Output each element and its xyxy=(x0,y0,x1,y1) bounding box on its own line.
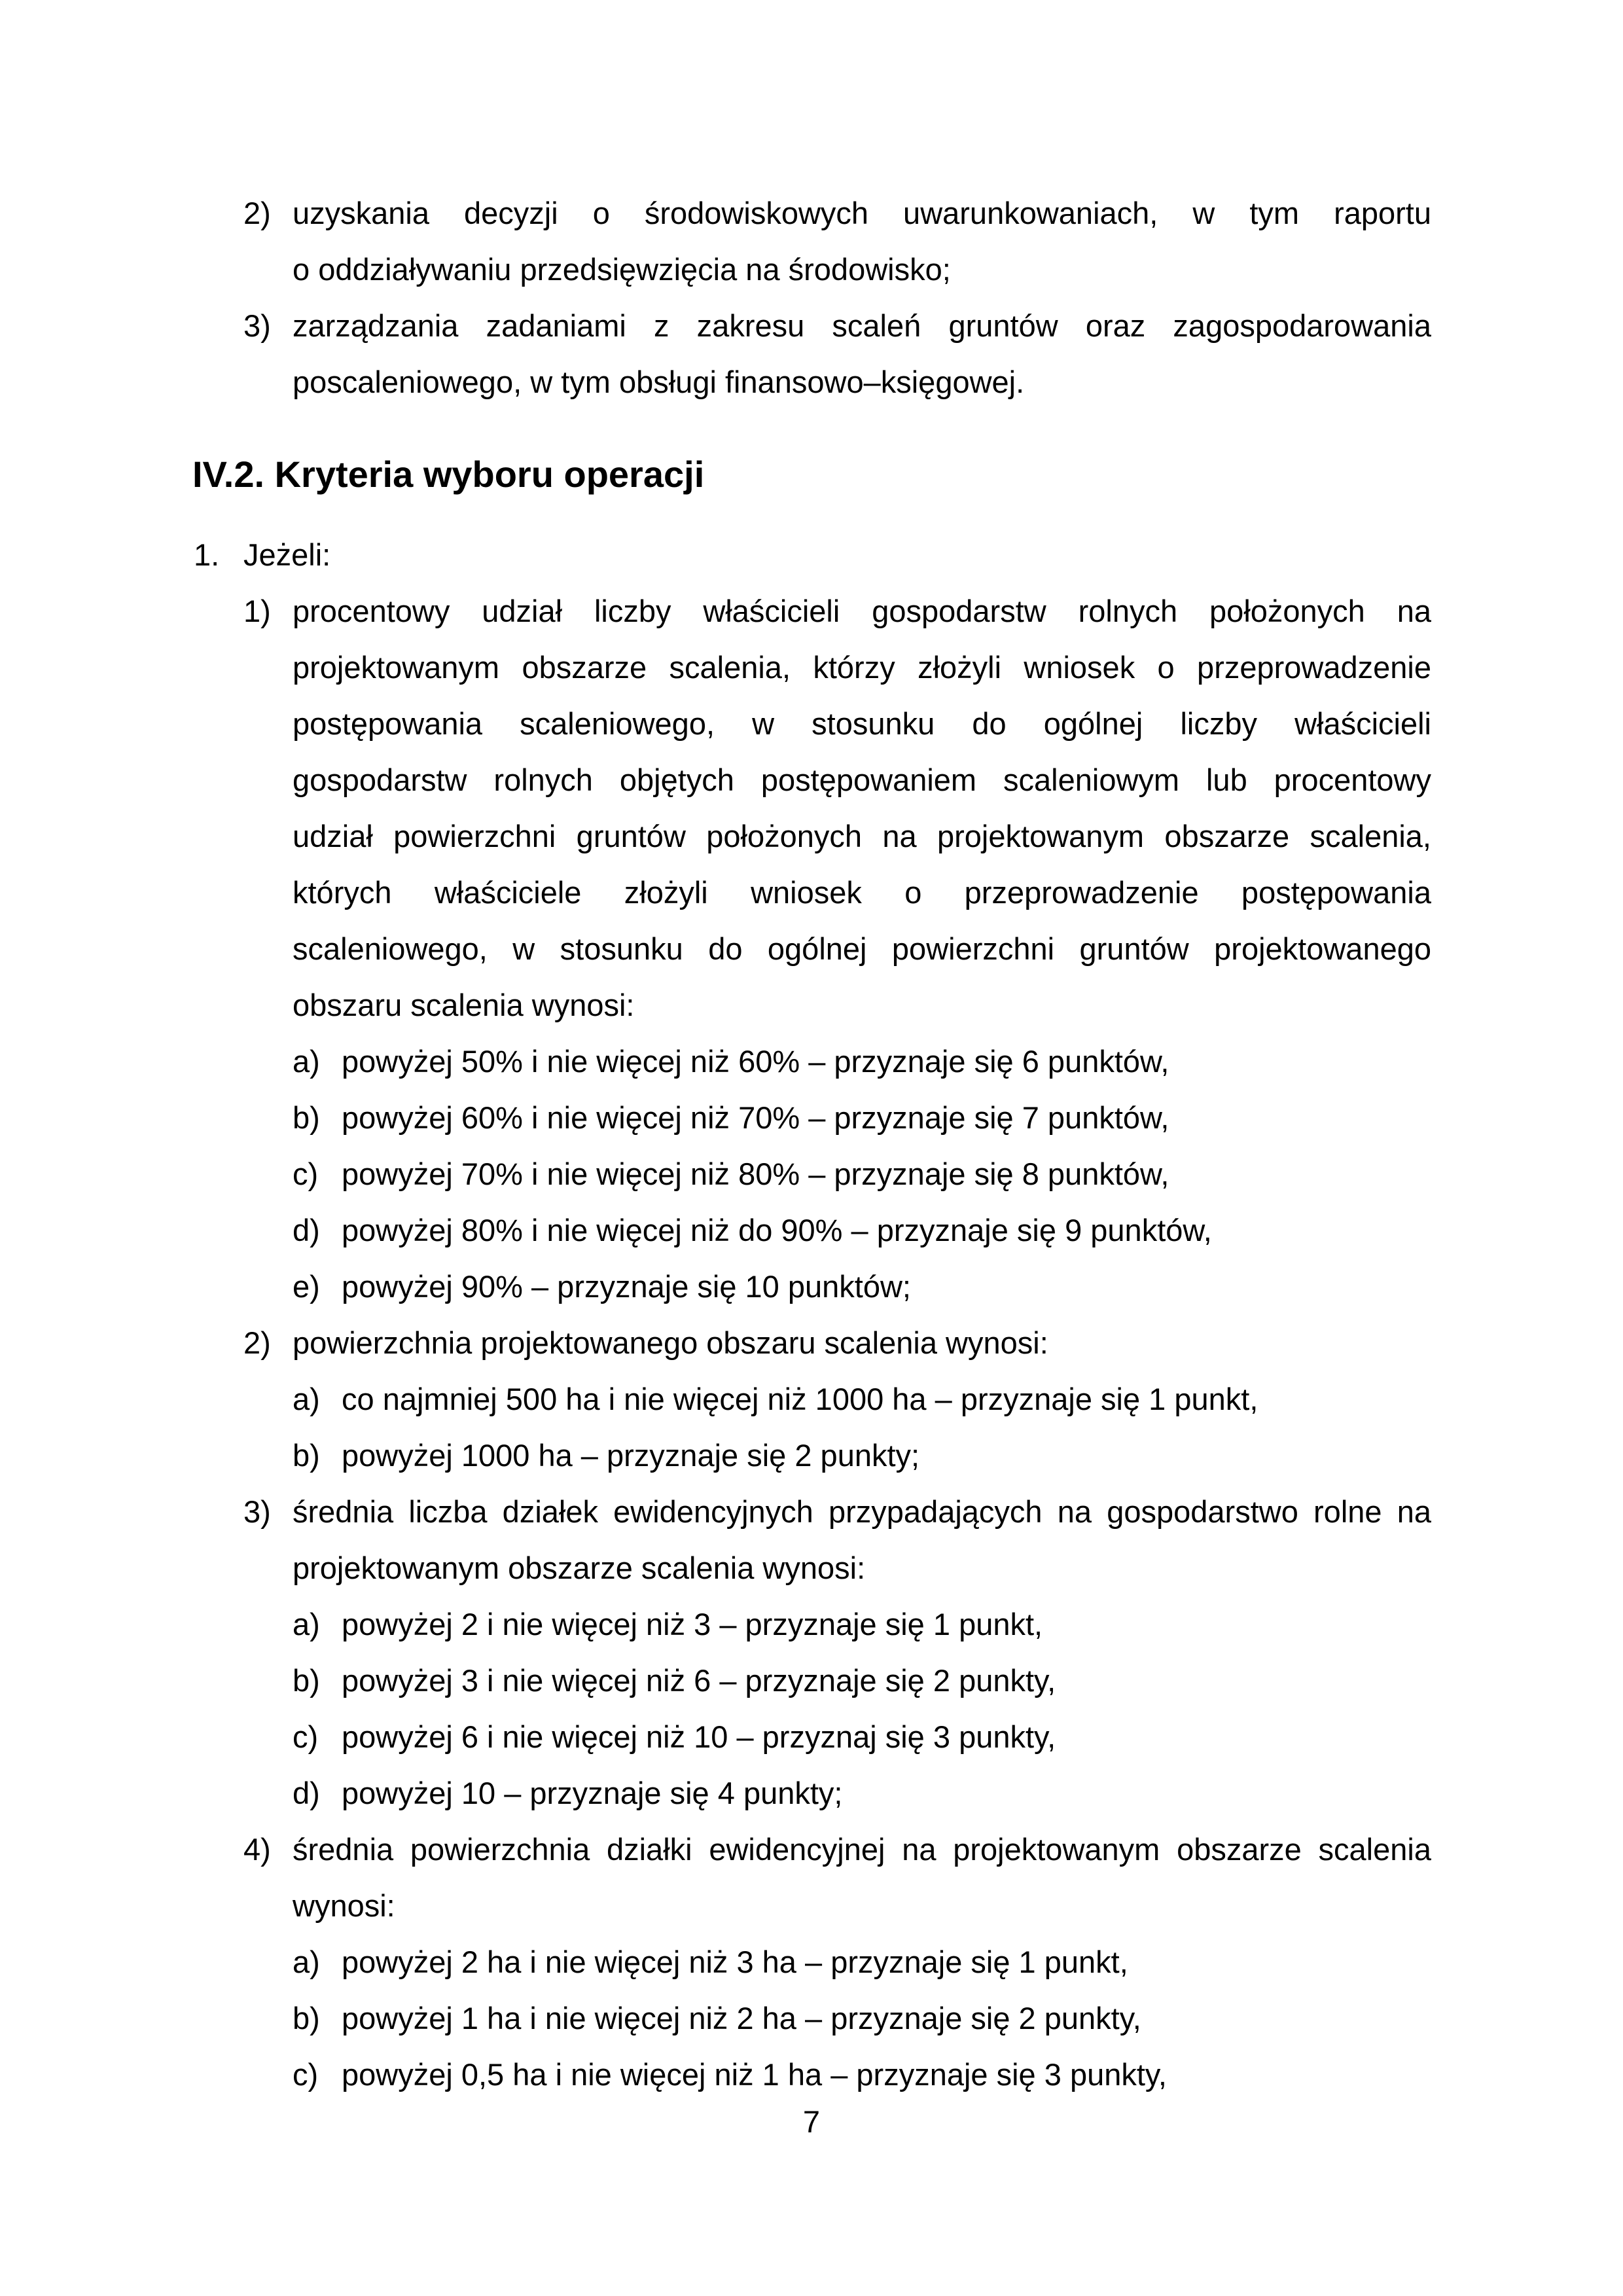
sub-letter: b) xyxy=(293,1663,320,1698)
list-number: 2) xyxy=(243,196,271,230)
sub-letter: a) xyxy=(293,1044,320,1079)
sub-item-text: powyżej 70% i nie więcej niż 80% – przyznaje się 8 punktów, xyxy=(342,1157,1169,1191)
list-item-line: wynosi: xyxy=(293,1888,395,1923)
sub-item-text: powyżej 6 i nie więcej niż 10 – przyznaj się 3 punkty, xyxy=(342,1719,1056,1754)
list-item-line: postępowania scaleniowego, w stosunku do ogólnej liczby właścicieli xyxy=(293,706,1431,741)
page-number: 7 xyxy=(802,2104,821,2139)
list-number: 1) xyxy=(243,594,271,628)
sub-letter: b) xyxy=(293,1438,320,1473)
list-item-line: średnia liczba działek ewidencyjnych przypadających na gospodarstwo rolne na xyxy=(293,1494,1431,1529)
list-item-line: zarządzania zadaniami z zakresu scaleń gruntów oraz zagospodarowania xyxy=(293,308,1431,343)
sub-item-text: powyżej 60% i nie więcej niż 70% – przyznaje się 7 punktów, xyxy=(342,1100,1169,1135)
sub-letter: c) xyxy=(293,1719,319,1754)
sub-item-text: powyżej 1 ha i nie więcej niż 2 ha – przyznaje się 2 punkty, xyxy=(342,2001,1141,2036)
list-item-line: powierzchnia projektowanego obszaru scalenia wynosi: xyxy=(293,1325,1048,1360)
sub-item-text: powyżej 50% i nie więcej niż 60% – przyznaje się 6 punktów, xyxy=(342,1044,1169,1079)
sub-item-text: powyżej 80% i nie więcej niż do 90% – przyznaje się 9 punktów, xyxy=(342,1213,1212,1247)
sub-letter: b) xyxy=(293,1100,320,1135)
list-item-line: udział powierzchni gruntów położonych na projektowanym obszarze scalenia, xyxy=(293,819,1431,853)
sub-letter: a) xyxy=(293,1382,320,1416)
sub-item-text: powyżej 10 – przyznaje się 4 punkty; xyxy=(342,1776,843,1810)
sub-letter: c) xyxy=(293,2057,319,2092)
sub-item-text: powyżej 90% – przyznaje się 10 punktów; xyxy=(342,1269,911,1304)
sub-letter: b) xyxy=(293,2001,320,2036)
list-number: 3) xyxy=(243,1494,271,1529)
sub-letter: a) xyxy=(293,1945,320,1979)
sub-letter: c) xyxy=(293,1157,319,1191)
sub-letter: a) xyxy=(293,1607,320,1641)
list-item-line: uzyskania decyzji o środowiskowych uwarunkowaniach, w tym raportu xyxy=(293,196,1431,230)
sub-letter: d) xyxy=(293,1776,320,1810)
point-number: 1. xyxy=(194,537,220,572)
list-item-line: średnia powierzchnia działki ewidencyjnej na projektowanym obszarze scalenia xyxy=(293,1832,1431,1867)
list-item-line: o oddziaływaniu przedsięwzięcia na środowisko; xyxy=(293,252,951,287)
list-number: 3) xyxy=(243,308,271,343)
list-number: 2) xyxy=(243,1325,271,1360)
list-item-line: poscaleniowego, w tym obsługi finansowo–księgowej. xyxy=(293,365,1025,399)
list-item-line: scaleniowego, w stosunku do ogólnej powierzchni gruntów projektowanego xyxy=(293,931,1431,966)
sub-item-text: powyżej 2 ha i nie więcej niż 3 ha – przyznaje się 1 punkt, xyxy=(342,1945,1128,1979)
sub-item-text: powyżej 1000 ha – przyznaje się 2 punkty; xyxy=(342,1438,920,1473)
sub-item-text: powyżej 3 i nie więcej niż 6 – przyznaje się 2 punkty, xyxy=(342,1663,1056,1698)
list-item-line: projektowanym obszarze scalenia, którzy złożyli wniosek o przeprowadzenie xyxy=(293,650,1431,685)
list-item-line: obszaru scalenia wynosi: xyxy=(293,988,635,1022)
sub-item-text: powyżej 0,5 ha i nie więcej niż 1 ha – przyznaje się 3 punkty, xyxy=(342,2057,1167,2092)
list-item-line: których właściciele złożyli wniosek o przeprowadzenie postępowania xyxy=(293,875,1431,910)
sub-item-text: powyżej 2 i nie więcej niż 3 – przyznaje się 1 punkt, xyxy=(342,1607,1043,1641)
section-heading: IV.2. Kryteria wyboru operacji xyxy=(192,454,705,495)
sub-item-text: co najmniej 500 ha i nie więcej niż 1000 ha – przyznaje się 1 punkt, xyxy=(342,1382,1258,1416)
point-text: Jeżeli: xyxy=(243,537,331,572)
list-item-line: gospodarstw rolnych objętych postępowaniem scaleniowym lub procentowy xyxy=(293,762,1431,797)
sub-letter: e) xyxy=(293,1269,320,1304)
list-number: 4) xyxy=(243,1832,271,1867)
sub-letter: d) xyxy=(293,1213,320,1247)
list-item-line: projektowanym obszarze scalenia wynosi: xyxy=(293,1551,866,1585)
list-item-line: procentowy udział liczby właścicieli gospodarstw rolnych położonych na xyxy=(293,594,1431,628)
